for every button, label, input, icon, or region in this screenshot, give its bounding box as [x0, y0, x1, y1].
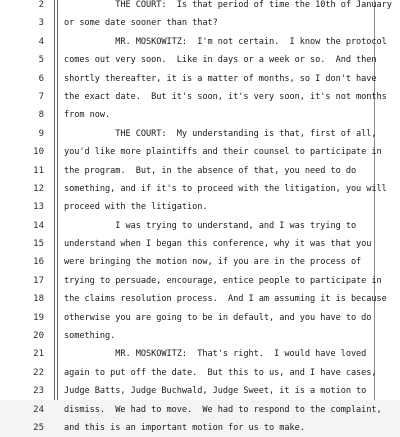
line-text: shortly thereafter, it is a matter of months, so I don't have [64, 73, 377, 84]
line-number: 12 [33, 183, 44, 194]
line-text: the program. But, in the absence of that, you need to do [64, 165, 357, 176]
transcript-line [0, 235, 400, 253]
transcript-line [0, 419, 400, 437]
line-number: 2 [38, 0, 44, 10]
line-number: 3 [38, 18, 44, 29]
line-text: you'd like more plaintiffs and their counsel to participate in [64, 147, 382, 158]
line-text: trying to persuade, encourage, entice people to participate in [64, 275, 382, 286]
line-text: MR. MOSKOWITZ: I'm not certain. I know the protocol [64, 36, 387, 47]
transcript-line [0, 217, 400, 235]
line-number: 19 [33, 312, 44, 323]
transcript-line [0, 253, 400, 271]
transcript-line [0, 401, 400, 419]
line-text: proceed with the litigation. [64, 202, 208, 213]
transcript-line [0, 70, 400, 88]
line-number: 13 [33, 202, 44, 213]
line-number: 15 [33, 239, 44, 250]
line-text: understand when I began this conference, why it was that you [64, 239, 372, 250]
line-number: 23 [33, 386, 44, 397]
line-number: 8 [38, 110, 44, 121]
transcript-line [0, 143, 400, 161]
line-text: and this is an important motion for us to make. [64, 422, 305, 433]
line-text: the claims resolution process. And I am assuming it is because [64, 294, 387, 305]
transcript-line [0, 327, 400, 345]
line-number: 9 [38, 128, 44, 139]
line-text: the exact date. But it's soon, it's very soon, it's not months [64, 91, 387, 102]
line-text: again to put off the date. But this to us, and I have cases, [64, 367, 377, 378]
line-text: MR. MOSKOWITZ: That's right. I would have loved [64, 349, 367, 360]
transcript-line [0, 14, 400, 32]
transcript-line [0, 106, 400, 124]
line-number: 24 [33, 404, 44, 415]
transcript-line [0, 309, 400, 327]
line-text: comes out very soon. Like in days or a week or so. And then [64, 55, 377, 66]
transcript-line [0, 345, 400, 363]
line-number: 4 [38, 36, 44, 47]
transcript-line [0, 382, 400, 400]
line-number: 22 [33, 367, 44, 378]
transcript-line [0, 0, 400, 14]
line-number: 11 [33, 165, 44, 176]
line-text: something, and if it's to proceed with the litigation, you will [64, 183, 387, 194]
line-text: otherwise you are going to be in default, and you have to do [64, 312, 372, 323]
line-text: dismiss. We had to move. We had to respond to the complaint, [64, 404, 382, 415]
line-number: 10 [33, 147, 44, 158]
line-text: were bringing the motion now, if you are in the process of [64, 257, 362, 268]
transcript-line [0, 272, 400, 290]
line-text: from now. [64, 110, 111, 121]
transcript-line [0, 88, 400, 106]
line-number: 17 [33, 275, 44, 286]
line-text: THE COURT: My understanding is that, first of all, [64, 128, 377, 139]
transcript-line [0, 290, 400, 308]
line-number: 14 [33, 220, 44, 231]
line-text: THE COURT: Is that period of time the 10th of January [64, 0, 392, 10]
line-text: something. [64, 331, 116, 342]
line-number: 5 [38, 55, 44, 66]
transcript-line [0, 198, 400, 216]
transcript-line [0, 33, 400, 51]
transcript-line [0, 180, 400, 198]
transcript-line [0, 51, 400, 69]
line-text: Judge Batts, Judge Buchwald, Judge Sweet, it is a motion to [64, 386, 367, 397]
line-number: 16 [33, 257, 44, 268]
line-number: 7 [38, 91, 44, 102]
line-text: I was trying to understand, and I was trying to [64, 220, 357, 231]
line-number: 25 [33, 422, 44, 433]
transcript-line [0, 364, 400, 382]
line-number: 6 [38, 73, 44, 84]
line-number: 21 [33, 349, 44, 360]
transcript-line [0, 162, 400, 180]
line-number: 20 [33, 331, 44, 342]
transcript-line [0, 125, 400, 143]
line-number: 18 [33, 294, 44, 305]
line-text: or some date sooner than that? [64, 18, 218, 29]
